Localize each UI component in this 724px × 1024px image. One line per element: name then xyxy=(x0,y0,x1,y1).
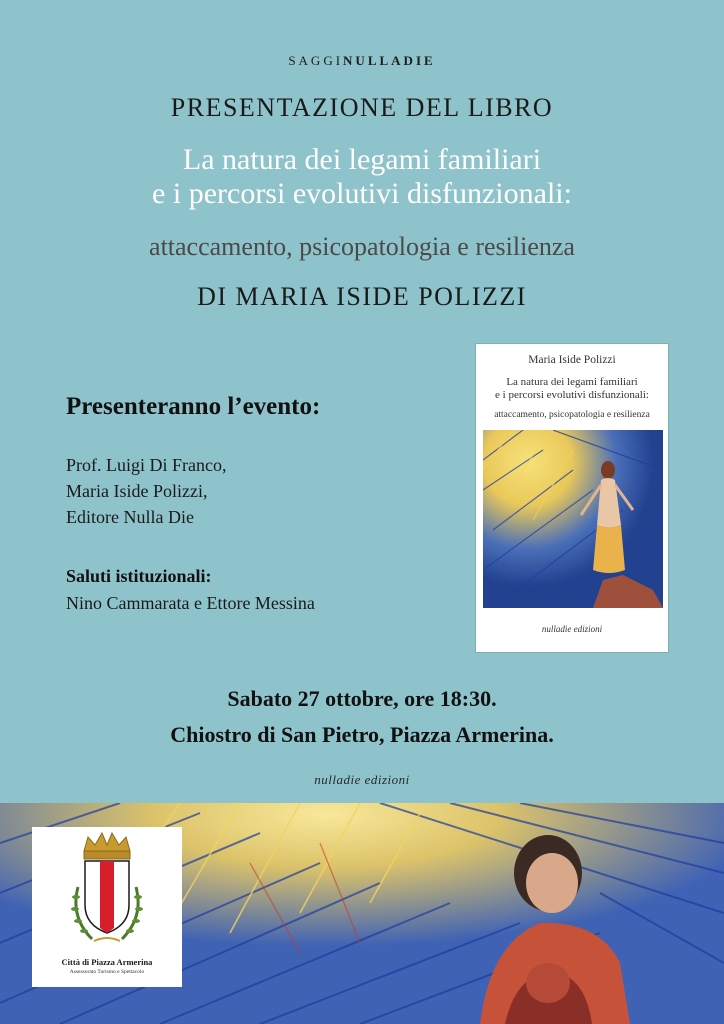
event-type-heading: PRESENTAZIONE DEL LIBRO xyxy=(170,93,554,122)
series-label xyxy=(0,53,724,69)
series-label-light: SAGGI xyxy=(288,53,344,68)
greetings-heading: Saluti istituzionali: xyxy=(66,566,212,586)
presenters-heading: Presenteranno l’evento: xyxy=(66,393,321,420)
presenter-name: Maria Iside Polizzi, xyxy=(66,481,208,501)
book-title-line-1: La natura dei legami familiari xyxy=(182,143,542,176)
book-cover-subtitle: attaccamento, psicopatologia e resilienza xyxy=(494,410,650,420)
book-cover-image xyxy=(476,344,668,652)
municipality-logo xyxy=(32,827,182,987)
event-location: Chiostro di San Pietro, Piazza Armerina. xyxy=(170,722,554,747)
book-cover-title-line-2: e i percorsi evolutivi disfunzionali: xyxy=(495,389,649,401)
presenter-name: Editore Nulla Die xyxy=(66,507,194,527)
municipality-name: Città di Piazza Armerina xyxy=(61,957,153,967)
coat-of-arms-icon xyxy=(32,827,182,957)
publisher-logo: nulladie edizioni xyxy=(314,772,410,787)
series-label-bold: NULLADIE xyxy=(343,53,436,68)
book-cover-author: Maria Iside Polizzi xyxy=(528,354,616,366)
book-author: DI MARIA ISIDE POLIZZI xyxy=(197,282,527,311)
book-cover-title-line-1: La natura dei legami familiari xyxy=(506,376,638,388)
book-cover-publisher-logo: nulladie edizioni xyxy=(541,624,603,634)
presenters-list xyxy=(66,452,226,530)
municipality-department: Assessorato Turismo e Spettacolo xyxy=(69,969,145,975)
event-date-time: Sabato 27 ottobre, ore 18:30. xyxy=(227,686,497,711)
book-title-line-2: e i percorsi evolutivi disfunzionali: xyxy=(152,177,572,210)
presenter-name: Prof. Luigi Di Franco, xyxy=(66,455,227,475)
book-cover-artwork xyxy=(483,430,663,608)
greetings-names: Nino Cammarata e Ettore Messina xyxy=(66,593,315,613)
book-subtitle: attaccamento, psicopatologia e resilienza xyxy=(149,232,575,261)
